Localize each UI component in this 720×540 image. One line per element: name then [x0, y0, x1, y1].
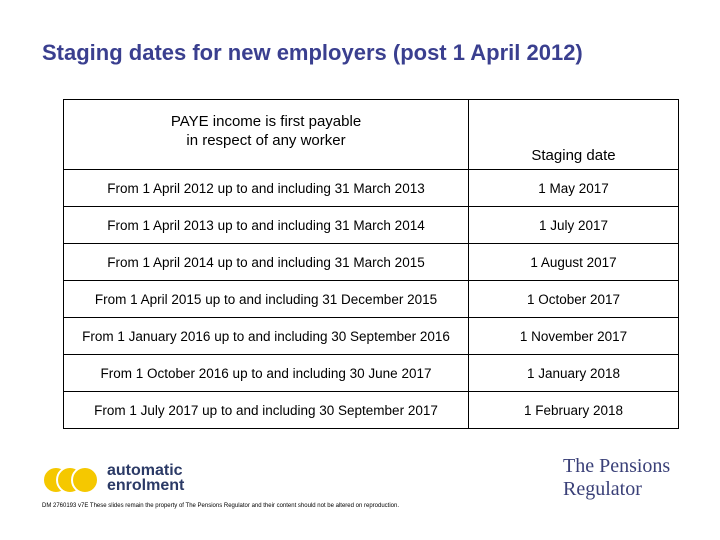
table-row [64, 355, 679, 392]
row-staging-date: 1 May 2017 [469, 170, 679, 207]
row-period: From 1 January 2016 up to and including 30 September 2016 [64, 318, 469, 355]
header-paye-line2: in respect of any worker [186, 132, 346, 149]
table-header-row [64, 100, 679, 170]
table-row [64, 392, 679, 429]
row-staging-date: 1 November 2017 [469, 318, 679, 355]
automatic-enrolment-logo [42, 462, 192, 498]
automatic-enrolment-wordmark [107, 463, 184, 493]
row-period: From 1 October 2016 up to and including 30 June 2017 [64, 355, 469, 392]
ae-line1: automatic [107, 462, 183, 479]
page-title: Staging dates for new employers (post 1 April 2012) [42, 40, 583, 65]
row-staging-date: 1 October 2017 [469, 281, 679, 318]
row-staging-date: 1 August 2017 [469, 244, 679, 281]
tpr-line1: The Pensions [563, 455, 671, 477]
row-period: From 1 April 2013 up to and including 31 March 2014 [64, 207, 469, 244]
staging-dates-table [63, 99, 679, 429]
row-staging-date: 1 February 2018 [469, 392, 679, 429]
header-paye-income [64, 100, 469, 170]
header-staging-date: Staging date [469, 100, 679, 170]
row-period: From 1 April 2014 up to and including 31 March 2015 [64, 244, 469, 281]
pensions-regulator-logo [563, 455, 670, 501]
yellow-circles-icon [42, 462, 104, 498]
ae-line2: enrolment [107, 477, 185, 494]
table-row [64, 207, 679, 244]
table-row [64, 281, 679, 318]
row-period: From 1 April 2015 up to and including 31 December 2015 [64, 281, 469, 318]
row-staging-date: 1 January 2018 [469, 355, 679, 392]
row-period: From 1 July 2017 up to and including 30 September 2017 [64, 392, 469, 429]
row-staging-date: 1 July 2017 [469, 207, 679, 244]
table-row [64, 170, 679, 207]
tpr-line2: Regulator [563, 478, 642, 500]
row-period: From 1 April 2012 up to and including 31 March 2013 [64, 170, 469, 207]
table-row [64, 318, 679, 355]
header-paye-line1: PAYE income is first payable [170, 113, 362, 130]
footer-disclaimer: DM 2760193 v7E These slides remain the property of The Pensions Regulator and their content should not be altered on reproduction. [42, 503, 399, 509]
table-row [64, 244, 679, 281]
